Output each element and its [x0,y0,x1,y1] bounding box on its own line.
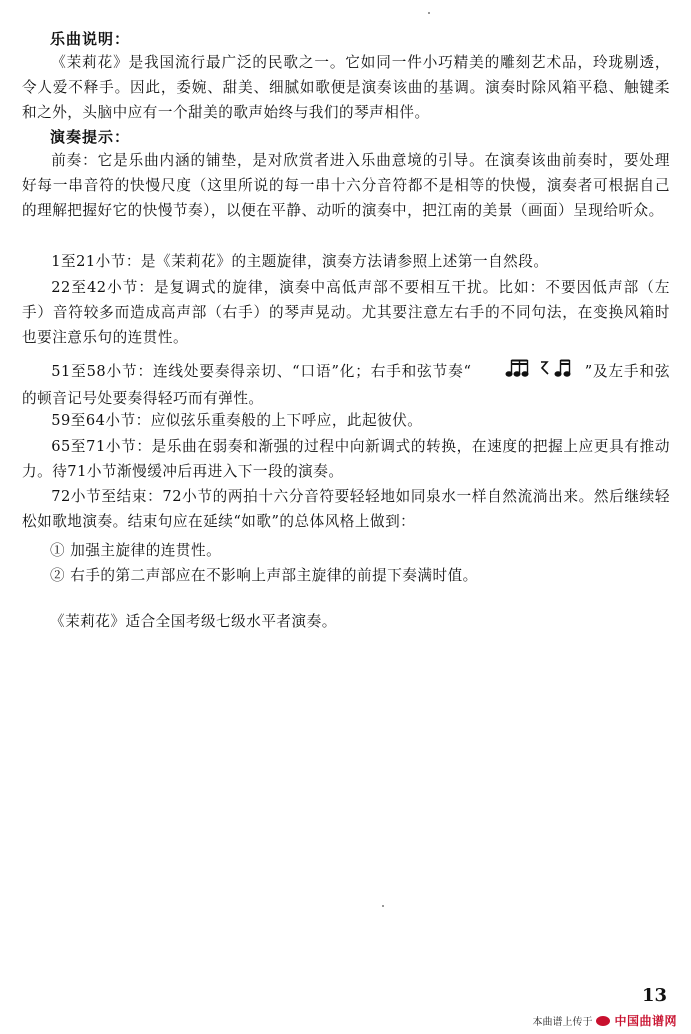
site-logo-text: 中国曲谱网 [614,1014,677,1028]
section-title-description: 乐曲说明： [50,30,131,48]
bars-51-58-text-end: ”及左手和弦的顿音记号处要奏得轻巧而有弹性。 [22,363,670,407]
closing-note: 《茉莉花》适合全国考级七级水平者演奏。 [50,613,337,630]
speck [382,905,384,907]
list-item-2: ② 右手的第二声部应在不影响上声部主旋律的前提下奏满时值。 [50,567,478,584]
footer-text: 本曲谱上传于 [532,1017,593,1028]
paragraph-bars-65-71: 65至71小节：是乐曲在弱奏和渐强的过程中向新调式的转换，在速度的把握上应更具有推动力。待71小节渐慢缓冲后再进入下一段的演奏。 [22,438,670,480]
speck [428,12,430,14]
paragraph-prelude: 前奏：它是乐曲内涵的铺垫，是对欣赏者进入乐曲意境的引导。在演奏该曲前奏时，要处理好每一串音符的快慢尺度（这里所说的每一串十六分音符都不是相等的快慢，演奏者可根据自己的理解把握好它的快慢节奏），以便在平静、动听的演奏中，把江南的美景（画面）呈现给听众。 [22,152,670,219]
bars-51-58-text-start: 51至58小节：连线处要奏得亲切、“口语”化；右手和弦节奏“ [51,363,472,380]
section-title-tips: 演奏提示： [50,128,131,146]
footer-watermark [532,1012,677,1029]
paragraph-bars-1-21: 1至21小节：是《茉莉花》的主题旋律，演奏方法请参照上述第一自然段。 [51,253,549,270]
page-number: 13 [641,985,667,1006]
paragraph-bar-72-end: 72小节至结束：72小节的两拍十六分音符要轻轻地如同泉水一样自然流淌出来。然后继续轻松如歌地演奏。结束句应在延续“如歌”的总体风格上做到： [22,488,670,530]
paragraph-bars-59-64: 59至64小节：应似弦乐重奏般的上下呼应，此起彼伏。 [51,412,423,429]
list-item-1: ① 加强主旋律的连贯性。 [50,542,222,559]
rhythm-notation-icon [474,358,583,386]
site-logo-icon [596,1016,610,1026]
paragraph-intro: 《茉莉花》是我国流行最广泛的民歌之一。它如同一件小巧精美的雕刻艺术品，玲珑剔透，令人爱不释手。因此，委婉、甜美、细腻如歌便是演奏该曲的基调。演奏时除风箱平稳、触键柔和之外，头脑中应有一个甜美的歌声始终与我们的琴声相伴。 [22,54,670,121]
paragraph-bars-22-42: 22至42小节：是复调式的旋律，演奏中高低声部不要相互干扰。比如：不要因低声部（左手）音符较多而造成高声部（右手）的琴声晃动。尤其要注意左右手的不同句法，在变换风箱时也要注意乐句的连贯性。 [22,279,670,346]
paragraph-bars-51-58 [22,358,670,411]
